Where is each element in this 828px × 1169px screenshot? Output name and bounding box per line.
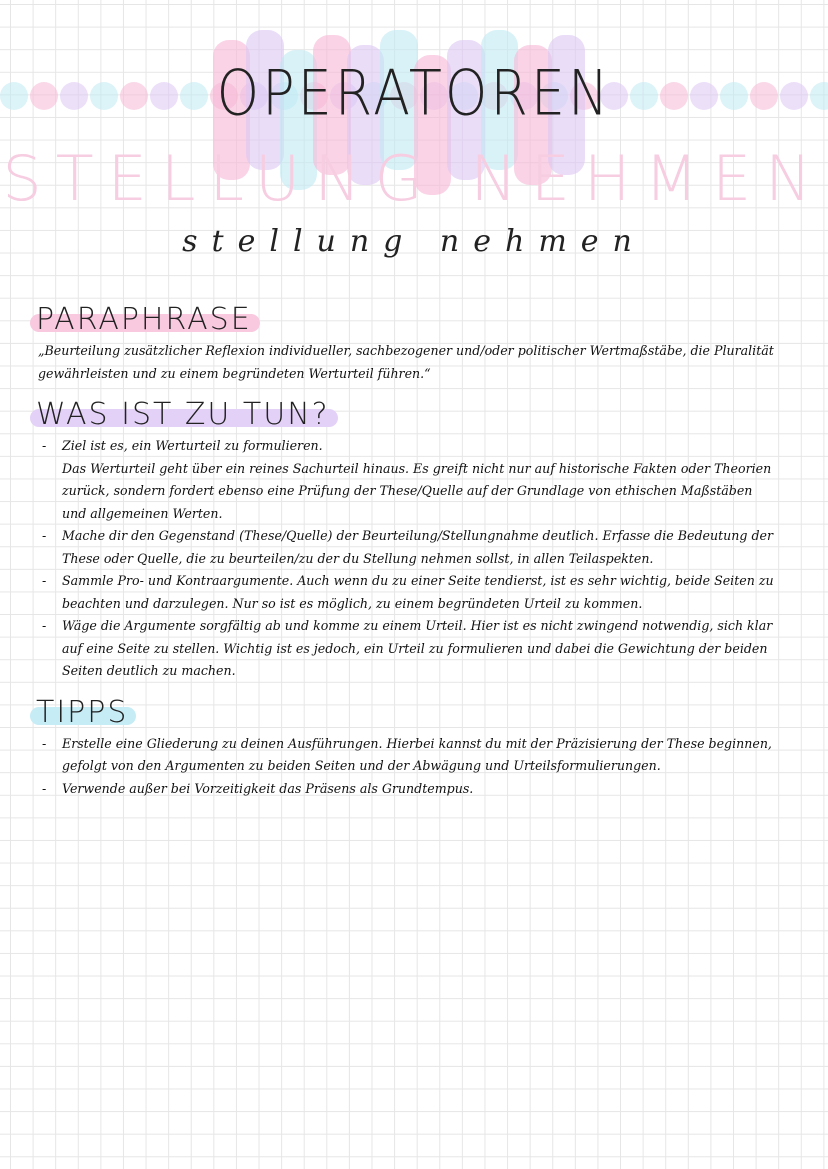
todo-heading [36, 395, 330, 435]
heading-text: WAS IST ZU TUN? [36, 397, 330, 432]
paraphrase-heading [36, 300, 252, 340]
list-item: - Mache dir den Gegenstand (These/Quelle) der Beurteilung/Stellungnahme deutlich. Erfasse die Bedeutung der These oder Quelle, die zu beurteilen/zu der du Stellung nehmen sollst, in allen Teilaspekten. [42, 528, 773, 566]
page-subtitle: STELLUNG NEHMEN [2, 142, 826, 215]
list-item: - Erstelle eine Gliederung zu deinen Ausführungen. Hierbei kannst du mit der Präzisierung der These beginnen, gefolgt von den Argumenten zu beiden Seiten und der Abwägung und Urteilsformulierungen. [42, 735, 772, 773]
content [36, 300, 786, 810]
item-extra-text: Das Werturteil geht über ein reines Sachurteil hinaus. Es greift nicht nur auf historische Fakten oder Theorien zurück, sondern fordert ebenso eine Prüfung der These/Quelle auf der Grundlage von ethischen Maßstäben und allgemeinen Werten. [62, 460, 772, 521]
item-text: Mache dir den Gegenstand (These/Quelle) der Beurteilung/Stellungnahme deutlich. Erfasse die Bedeutung der These oder Quelle, die zu beurteilen/zu der du Stellung nehmen sollst, in allen Teilaspekten. [62, 528, 773, 566]
paraphrase-text: „Beurteilung zusätzlicher Reflexion individueller, sachbezogener und/oder politischer Wertmaßstäbe, die Pluralität gewährleisten und zu einem begründeten Werturteil führen.“ [38, 343, 774, 381]
item-text: Wäge die Argumente sorgfältig ab und komme zu einem Urteil. Hier ist es nicht zwingend notwendig, sich klar auf eine Seite zu stellen. Wichtig ist es jedoch, ein Urteil zu formulieren und dabei die Gewichtung der beiden Seiten deutlich zu machen. [62, 618, 773, 678]
page-title: OPERATOREN [216, 57, 612, 130]
list-item: - Sammle Pro- und Kontraargumente. Auch wenn du zu einer Seite tendierst, ist es sehr wichtig, beide Seiten zu beachten und darzulegen. Nur so ist es möglich, zu einem begründeten Urteil zu kommen. [42, 573, 774, 611]
list-item: - Verwende außer bei Vorzeitigkeit das Präsens als Grundtempus. [42, 780, 474, 796]
item-text: Verwende außer bei Vorzeitigkeit das Präsens als Grundtempus. [62, 780, 474, 796]
todo-list [38, 435, 778, 683]
tips-heading [36, 693, 128, 733]
heading-text: TIPPS [36, 694, 129, 730]
heading-text: PARAPHRASE [36, 302, 252, 337]
page-subtitle-cursive: stellung nehmen [182, 224, 646, 259]
list-item: - Ziel ist es, ein Werturteil zu formulieren. Das Werturteil geht über ein reines Sachurteil hinaus. Es greift nicht nur auf historische Fakten oder Theorien zurück, sondern fordert ebenso eine Prüfung der These/Quelle auf der Grundlage von ethischen Maßstäben und allgemeinen Werten. [42, 438, 772, 521]
item-text: Sammle Pro- und Kontraargumente. Auch wenn du zu einer Seite tendierst, ist es sehr wichtig, beide Seiten zu beachten und darzulegen. Nur so ist es möglich, zu einem begründeten Urteil zu kommen. [62, 573, 774, 611]
list-item: - Wäge die Argumente sorgfältig ab und komme zu einem Urteil. Hier ist es nicht zwingend notwendig, sich klar auf eine Seite zu stellen. Wichtig ist es jedoch, ein Urteil zu formulieren und dabei die Gewichtung der beiden Seiten deutlich zu machen. [42, 618, 773, 678]
item-text: Erstelle eine Gliederung zu deinen Ausführungen. Hierbei kannst du mit der Präzisierung der These beginnen, gefolgt von den Argumenten zu beiden Seiten und der Abwägung und Urteilsformulierungen. [62, 735, 772, 773]
tips-list [38, 733, 778, 801]
item-text: Ziel ist es, ein Werturteil zu formulieren. [62, 438, 323, 453]
